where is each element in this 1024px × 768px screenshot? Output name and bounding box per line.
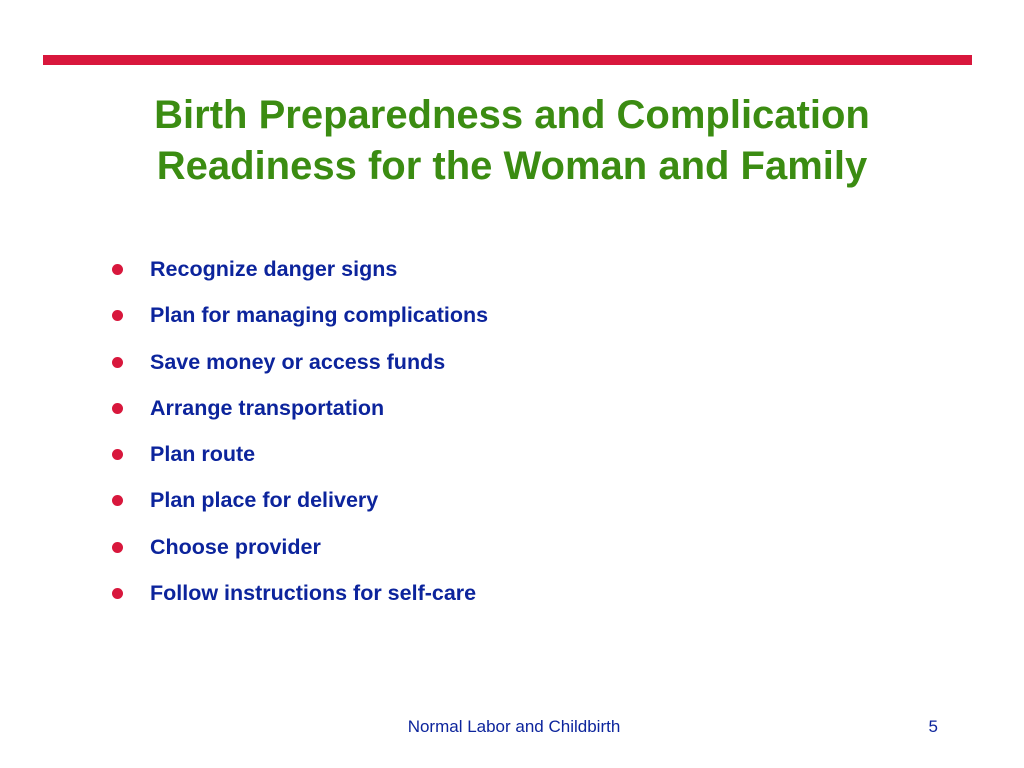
bullet-dot-icon (112, 542, 123, 553)
bullet-item (108, 484, 488, 530)
bullet-dot-icon (112, 495, 123, 506)
bullet-item (108, 299, 488, 345)
slide-title-line-1: Birth Preparedness and Complication (154, 93, 870, 137)
bullet-text: Choose provider (150, 534, 321, 559)
bullet-text: Save money or access funds (150, 349, 446, 374)
bullet-dot-icon (112, 403, 123, 414)
bullet-list (108, 253, 488, 623)
bullet-dot-icon (112, 588, 123, 599)
bullet-dot-icon (112, 357, 123, 368)
bullet-item (108, 438, 488, 484)
top-divider-rule (43, 55, 972, 65)
bullet-text: Plan route (150, 442, 256, 467)
slide-title-line-2: Readiness for the Woman and Family (156, 144, 868, 188)
bullet-text: Arrange transportation (150, 395, 385, 420)
bullet-item (108, 531, 488, 577)
bullet-item (108, 392, 488, 438)
bullet-text: Recognize danger signs (150, 257, 398, 281)
bullet-dot-icon (112, 310, 123, 321)
bullet-dot-icon (112, 449, 123, 460)
bullet-text: Follow instructions for self-care (150, 581, 477, 606)
bullet-item (108, 253, 488, 299)
bullet-text: Plan place for delivery (150, 488, 379, 513)
bullet-item (108, 346, 488, 392)
bullet-item (108, 577, 488, 623)
bullet-dot-icon (112, 264, 123, 275)
slide-title (60, 90, 964, 192)
footer-title: Normal Labor and Childbirth (407, 717, 621, 736)
bullet-text: Plan for managing complications (150, 303, 489, 328)
page-number: 5 (928, 717, 938, 736)
